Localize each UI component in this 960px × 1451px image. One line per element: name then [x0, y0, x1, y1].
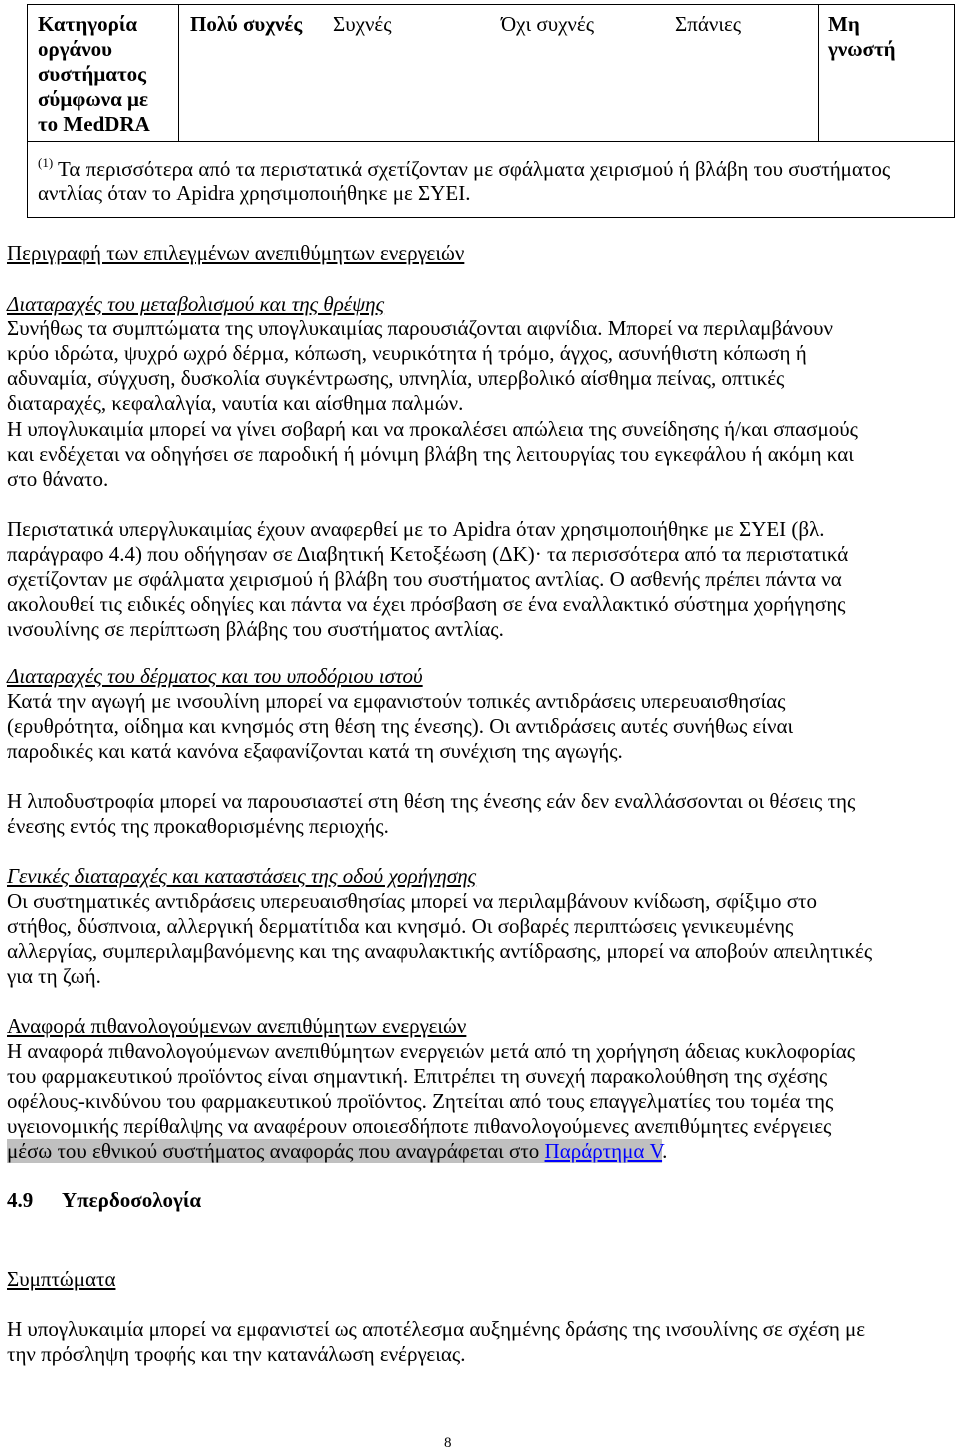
- hyperglycaemia-text-line: Περιστατικά υπεργλυκαιμίας έχουν αναφερθεί με το Apidra όταν χρησιμοποιήθηκε με ΣΥΕΙ (βλ.: [7, 517, 825, 541]
- footnote-marker: (1): [38, 155, 54, 170]
- table-header-category: συστήματος: [38, 62, 147, 86]
- hyperglycaemia-text-line: σχετίζονταν με σφάλματα χειρισμού ή βλάβη του συστήματος αντλίας. Ο ασθενής πρέπει πάντα να: [7, 567, 842, 591]
- reporting-text-line: οφέλους-κινδύνου του φαρμακευτικού προϊόντος. Ζητείται από τους επαγγελματίες του τομέα της: [7, 1089, 834, 1113]
- lipodystrophy-text-line: ένεσης εντός της προκαθορισμένης περιοχής.: [7, 814, 389, 838]
- metabolism-text-line: και ενδέχεται να οδηγήσει σε παροδική ή μόνιμη βλάβη της λειτουργίας του εγκεφάλου ή ακόμη και: [7, 442, 854, 466]
- table-header-category: Κατηγορία: [38, 12, 138, 36]
- table-column-divider: [178, 4, 179, 141]
- section-heading: Περιγραφή των επιλεγμένων ανεπιθύμητων ενεργειών: [7, 241, 465, 265]
- skin-text-line: παροδικές και κατά κανόνα εξαφανίζονται κατά τη συνέχιση της αγωγής.: [7, 739, 623, 763]
- table-header-category: σύμφωνα με: [38, 87, 148, 111]
- table-footnote-line: αντλίας όταν το Apidra χρησιμοποιήθηκε με ΣΥΕΙ.: [38, 181, 471, 205]
- reporting-text-line: υγειονομικής περίθαλψης να αναφέρουν οποιεσδήποτε πιθανολογούμενες ανεπιθύμητες ενέργειες: [7, 1114, 832, 1138]
- table-column-divider: [818, 4, 819, 141]
- hyperglycaemia-text-line: ινσουλίνης σε περίπτωση βλάβης του συστήματος αντλίας.: [7, 617, 504, 641]
- symptoms-text-line: Η υπογλυκαιμία μπορεί να εμφανιστεί ως αποτέλεσμα αυξημένης δράσης της ινσουλίνης σε σχέση με: [7, 1317, 866, 1341]
- table-header-not-known: γνωστή: [828, 37, 896, 61]
- table-header-not-known: Μη: [828, 12, 860, 36]
- skin-text-line: (ερυθρότητα, οίδημα και κνησμός στη θέση της ένεσης). Οι αντιδράσεις αυτές συνήθως είναι: [7, 714, 794, 738]
- page-number: 8: [444, 1435, 452, 1451]
- section-number: 4.9: [7, 1188, 34, 1212]
- symptoms-heading: Συμπτώματα: [7, 1267, 116, 1291]
- symptoms-text-line: την πρόσληψη τροφής και την κατανάλωση ενέργειας.: [7, 1342, 466, 1366]
- table-header-very-common: Πολύ συχνές: [190, 12, 303, 36]
- reporting-text-line: του φαρμακευτικού προϊόντος είναι σημαντική. Επιτρέπει τη συνεχή παρακολούθηση της σχέσης: [7, 1064, 828, 1088]
- table-header-rare: Σπάνιες: [675, 12, 742, 36]
- skin-heading: Διαταραχές του δέρματος και του υποδόριου ιστού: [7, 664, 423, 688]
- metabolism-text-line: Η υπογλυκαιμία μπορεί να γίνει σοβαρή και να προκαλέσει απώλεια της συνείδησης ή/και σπασμούς: [7, 417, 858, 441]
- hyperglycaemia-text-line: ακολουθεί τις ειδικές οδηγίες και πάντα να έχει πρόσβαση σε ένα εναλλακτικό σύστημα χορήγησης: [7, 592, 846, 616]
- reporting-text-line: Η αναφορά πιθανολογούμενων ανεπιθύμητων ενεργειών μετά από τη χορήγηση άδειας κυκλοφορίας: [7, 1039, 856, 1063]
- general-disorders-heading: Γενικές διαταραχές και καταστάσεις της οδού χορήγησης: [7, 864, 477, 888]
- reporting-text-segment: μέσω του εθνικού συστήματος αναφοράς που αναγράφεται στο: [7, 1139, 545, 1163]
- metabolism-text-line: κρύο ιδρώτα, ψυχρό ωχρό δέρμα, κόπωση, νευρικότητα ή τρόμο, άγχος, ασυνήθιστη κόπωση ή: [7, 341, 807, 365]
- general-disorders-text-line: για τη ζωή.: [7, 964, 101, 988]
- metabolism-text-line: Συνήθως τα συμπτώματα της υπογλυκαιμίας παρουσιάζονται αιφνίδια. Μπορεί να περιλαμβάνουν: [7, 316, 833, 340]
- table-footnote-line: Τα περισσότερα από τα περιστατικά σχετίζονταν με σφάλματα χειρισμού ή βλάβη του συστήματος: [58, 157, 891, 181]
- general-disorders-text-line: Οι συστηματικές αντιδράσεις υπερευαισθησίας μπορεί να περιλαμβάνουν κνίδωση, σφίξιμο στο: [7, 889, 817, 913]
- metabolism-text-line: αδυναμία, σύγχυση, δυσκολία συγκέντρωσης, υπνηλία, υπερβολικό αίσθημα πείνας, οπτικές: [7, 366, 785, 390]
- reporting-heading: Αναφορά πιθανολογούμενων ανεπιθύμητων ενεργειών: [7, 1014, 467, 1038]
- annex-v-link[interactable]: Παράρτημα V: [544, 1139, 663, 1163]
- metabolism-heading: Διαταραχές του μεταβολισμού και της θρέψης: [7, 292, 385, 316]
- metabolism-text-line: διαταραχές, κεφαλαλγία, ναυτία και αίσθημα παλμών.: [7, 391, 464, 415]
- sentence-end: .: [662, 1139, 668, 1163]
- general-disorders-text-line: αλλεργίας, συμπεριλαμβανόμενης και της αναφυλακτικής αντίδρασης, μπορεί να αποβούν απειλητικές: [7, 939, 873, 963]
- metabolism-text-line: στο θάνατο.: [7, 467, 109, 491]
- highlighted-text: [7, 1139, 662, 1163]
- skin-text-line: Κατά την αγωγή με ινσουλίνη μπορεί να εμφανιστούν τοπικές αντιδράσεις υπερευαισθησίας: [7, 689, 786, 713]
- table-header-category: οργάνου: [38, 37, 113, 61]
- hyperglycaemia-text-line: παράγραφο 4.4) που οδήγησαν σε Διαβητική Κετοξέωση (ΔΚ)· τα περισσότερα από τα περιστατικά: [7, 542, 849, 566]
- table-row-divider: [27, 141, 955, 142]
- reporting-last-line: [7, 1139, 667, 1164]
- general-disorders-text-line: στήθος, δύσπνοια, αλλεργική δερματίτιδα και κνησμό. Οι σοβαρές περιπτώσεις γενικευμένης: [7, 914, 794, 938]
- table-header-category: το MedDRA: [38, 112, 150, 136]
- lipodystrophy-text-line: Η λιποδυστροφία μπορεί να παρουσιαστεί στη θέση της ένεσης εάν δεν εναλλάσσονται οι θέσεις της: [7, 789, 856, 813]
- table-header-uncommon: Όχι συχνές: [501, 12, 595, 36]
- section-title: Υπερδοσολογία: [62, 1188, 202, 1212]
- table-header-common: Συχνές: [333, 12, 392, 36]
